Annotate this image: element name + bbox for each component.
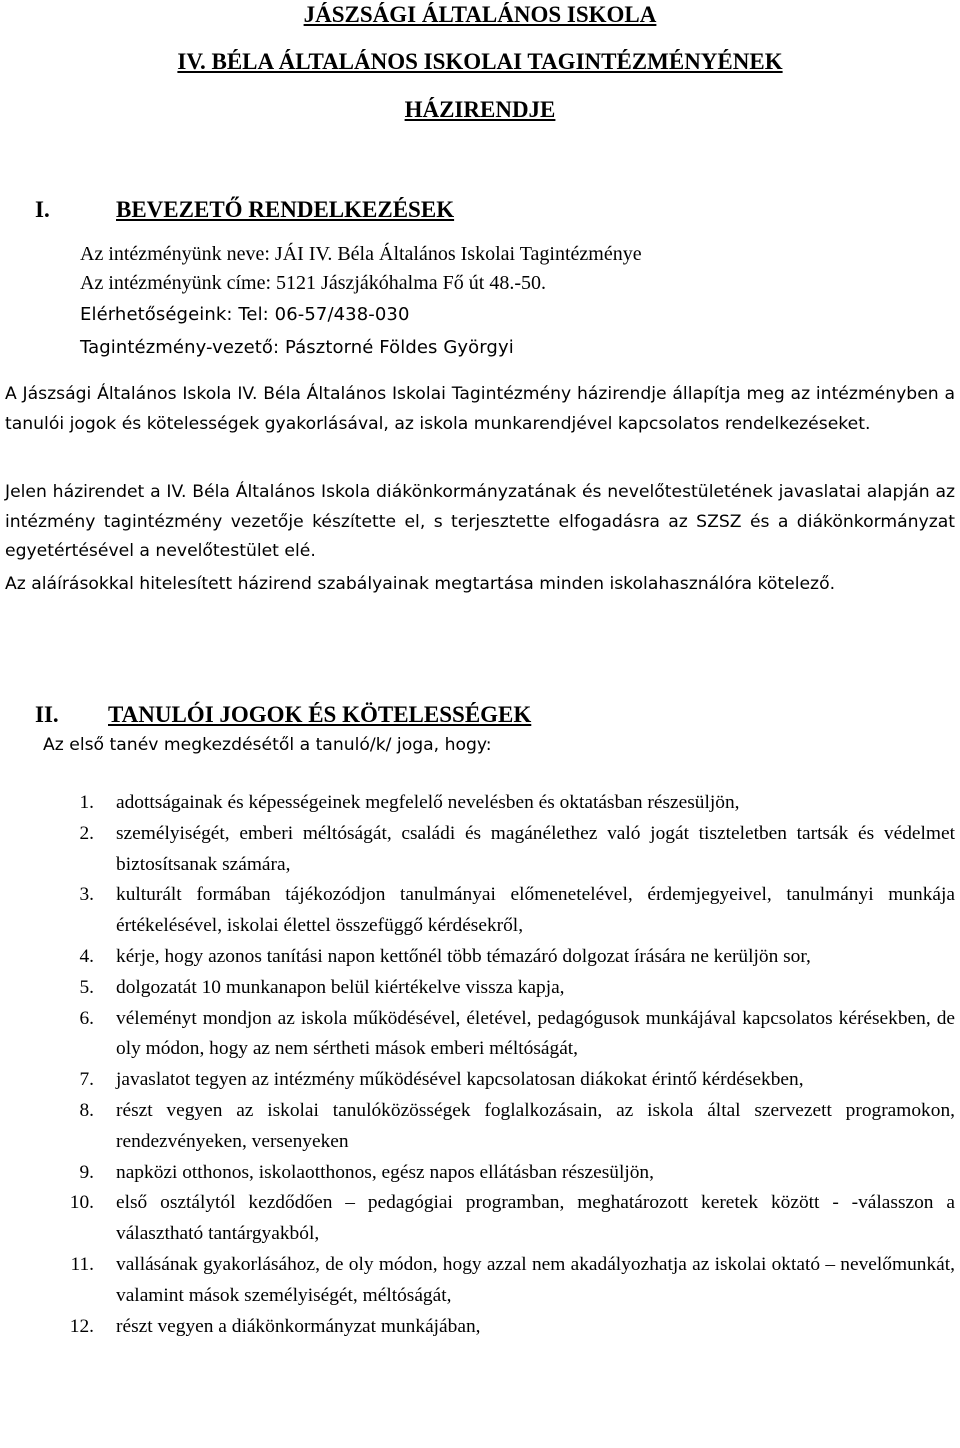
list-item-number: 12.: [69, 1315, 94, 1337]
list-item-text: kulturált formában tájékozódjon tanulmányai előmenetelével, érdemjegyeivel, tanulmányi munkája értékelésével, iskolai élettel összefüggő kérdésekről,: [116, 884, 955, 937]
list-item: [0, 1004, 960, 1066]
info-address: Az intézményünk címe: 5121 Jászjákóhalma Fő út 48.-50.: [80, 272, 547, 294]
paragraph-scope: A Jászsági Általános Iskola IV. Béla Általános Iskolai Tagintézmény házirendje állapítja meg az intézményben a tanulói jogok és kötelességek gyakorlásával, az iskola munkarendjével kapcsolatos rendelkezéseket.: [5, 384, 955, 434]
list-item-text: első osztálytól kezdődően – pedagógiai programban, meghatározott keretek között - -válasszon a választható tantárgyakból,: [116, 1192, 955, 1245]
list-item: [0, 819, 960, 881]
list-item-number: 7.: [79, 1069, 94, 1091]
list-item-text: vallásának gyakorlásához, de oly módon, hogy azzal nem akadályozhatja az iskolai oktató – nevelőmunkát, valamint mások személyiségét, méltóságát,: [116, 1253, 955, 1306]
paragraph-authorship: Jelen házirendet a IV. Béla Általános Iskola diákönkormányzatának és nevelőtestületének javaslatai alapján az intézmény tagintézmény vezetője készítette el, s terjesztette elfogadásra az SZSZ és a diákönkormányzat egyetértésével a nevelőtestület elé.: [5, 482, 955, 562]
section-2-title: TANULÓI JOGOK ÉS KÖTELESSÉGEK: [108, 702, 532, 727]
list-item: [0, 1188, 960, 1250]
list-item-number: 1.: [79, 792, 94, 813]
list-item: [0, 1065, 960, 1096]
institution-info: [80, 240, 642, 364]
list-item: [0, 1096, 960, 1158]
list-item-number: 3.: [79, 884, 94, 906]
paragraph-obligation: Az aláírásokkal hitelesített házirend szabályainak megtartása minden iskolahasználóra kötelező.: [5, 574, 836, 594]
list-item: [0, 788, 960, 819]
list-item-text: adottságainak és képességeinek megfelelő nevelésben és oktatásban részesüljön,: [116, 792, 740, 813]
list-item: [0, 973, 960, 1004]
list-item: [0, 942, 960, 973]
list-item-text: részt vegyen a diákönkormányzat munkájában,: [116, 1315, 481, 1337]
list-item: [0, 1250, 960, 1312]
list-item-number: 6.: [79, 1007, 94, 1029]
school-title: JÁSZSÁGI ÁLTALÁNOS ISKOLA: [303, 2, 657, 27]
rights-intro: Az első tanév megkezdésétől a tanuló/k/ joga, hogy:: [43, 735, 492, 755]
list-item-number: 2.: [79, 822, 94, 844]
info-head: Tagintézmény-vezető: Pásztorné Földes Györgyi: [80, 337, 514, 358]
info-contact: Elérhetőségeink: Tel: 06-57/438-030: [80, 304, 410, 325]
list-item-number: 9.: [79, 1161, 94, 1183]
list-item: [0, 1312, 960, 1343]
list-item-number: 4.: [79, 945, 94, 967]
list-item-text: dolgozatát 10 munkanapon belül kiértékelve vissza kapja,: [116, 976, 565, 998]
list-item-number: 5.: [79, 976, 94, 998]
section-2-number: II.: [35, 702, 59, 727]
list-item-text: napközi otthonos, iskolaotthonos, egész napos ellátásban részesüljön,: [116, 1161, 654, 1183]
list-item-number: 10.: [69, 1192, 94, 1214]
branch-title: IV. BÉLA ÁLTALÁNOS ISKOLAI TAGINTÉZMÉNYÉNEK: [177, 49, 783, 74]
list-item-number: 8.: [79, 1099, 94, 1121]
list-item-text: kérje, hogy azonos tanítási napon kettőnél több témazáró dolgozat írására ne kerüljön sor,: [116, 945, 811, 967]
list-item: [0, 880, 960, 942]
list-item-text: részt vegyen az iskolai tanulóközösségek foglalkozásain, az iskola által szervezett programokon, rendezvényeken, versenyeken: [116, 1099, 955, 1152]
section-1-number: I.: [35, 197, 50, 222]
list-item-text: véleményt mondjon az iskola működésével, életével, pedagógusok munkájával kapcsolatos kérésekben, de oly módon, hogy az nem sértheti mások emberi méltóságát,: [116, 1007, 955, 1060]
list-item-text: személyiségét, emberi méltóságát, családi és magánélethez való jogát tiszteletben tartsák és védelmet biztosítsanak számára,: [116, 822, 955, 875]
list-item: [0, 1158, 960, 1189]
section-1-title: BEVEZETŐ RENDELKEZÉSEK: [116, 197, 455, 222]
document-title: HÁZIRENDJE: [404, 97, 556, 122]
list-item-text: javaslatot tegyen az intézmény működésével kapcsolatosan diákokat érintő kérdésekben,: [116, 1069, 804, 1091]
list-item-number: 11.: [70, 1253, 94, 1275]
info-name: Az intézményünk neve: JÁI IV. Béla Általános Iskolai Tagintézménye: [80, 243, 642, 265]
rights-list: [0, 788, 960, 1342]
